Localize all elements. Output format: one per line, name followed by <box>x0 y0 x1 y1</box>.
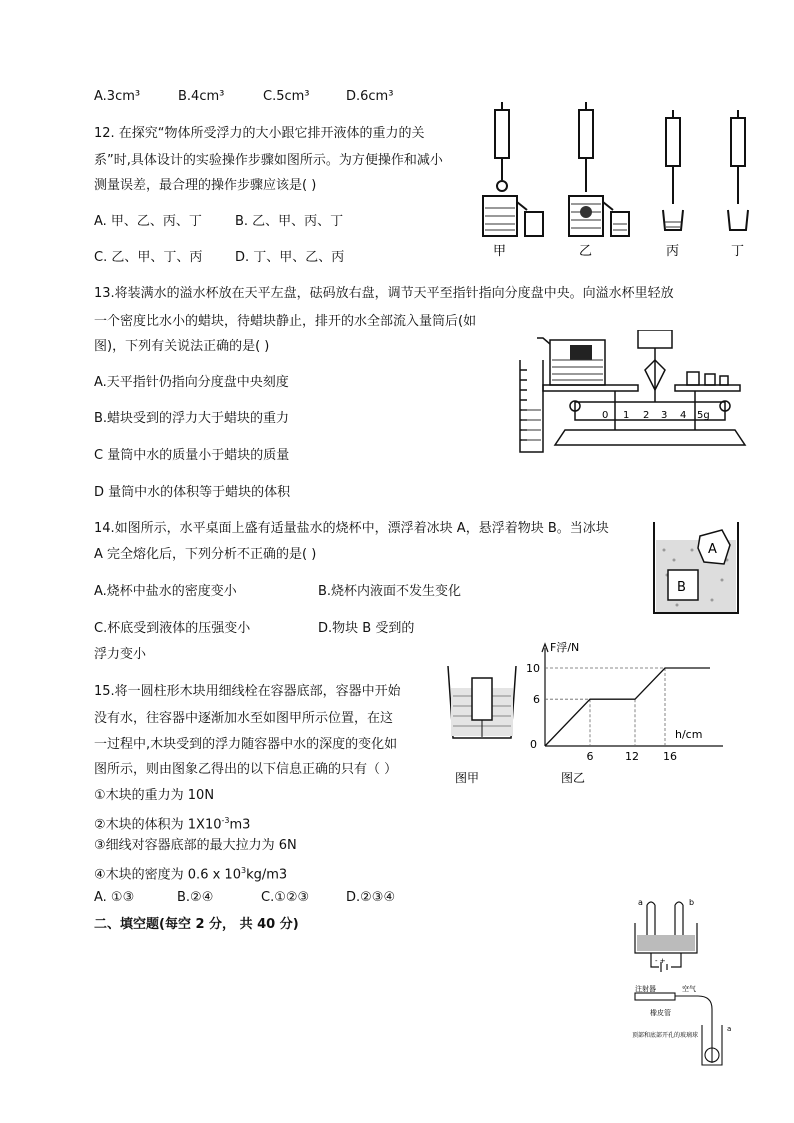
spring-scale-1 <box>495 102 509 180</box>
q11-option-c: C.5cm³ <box>263 89 310 104</box>
fig-label-jia: 甲 <box>493 244 507 259</box>
fig-label-yi: 乙 <box>579 244 593 259</box>
q12-stem-line3: 测量误差，最合理的操作步骤应该是( ) <box>94 178 317 193</box>
q13-option-b: B.蜡块受到的浮力大于蜡块的重力 <box>94 411 290 426</box>
fig-label-bing: 丙 <box>666 244 680 259</box>
q15-statement-2 <box>94 812 250 834</box>
q13-option-a: A.天平指针仍指向分度盘中央刻度 <box>94 375 289 390</box>
q15-option-a: A. ①③ <box>94 890 135 905</box>
q15-statement-4-unit: kg/m3 <box>246 867 288 883</box>
q15-stem-line3: 一过程中,木块受到的浮力随容器中水的深度的变化如 <box>94 737 398 752</box>
q11-option-a: A.3cm³ <box>94 89 141 104</box>
q15-statement-4-exp: 3 <box>240 866 247 875</box>
q15-option-c: C.①②③ <box>261 890 310 905</box>
syringe-label: 注射器 <box>635 985 656 993</box>
q14-option-b: B.烧杯内液面不发生变化 <box>318 584 462 599</box>
q11-option-d: D.6cm³ <box>346 89 394 104</box>
y-axis-label: F浮/N <box>550 641 580 654</box>
fig-jia-caption: 图甲 <box>455 771 480 785</box>
syringe-label-a: a <box>727 1025 732 1033</box>
q12-stem-line1: 12. 在探究“物体所受浮力的大小跟它排开液体的重力的关 <box>94 126 425 141</box>
q14-option-c: C.杯底受到液体的压强变小 <box>94 621 251 636</box>
q12-option-d: D. 丁、甲、乙、丙 <box>235 250 345 265</box>
q12-stem-line2: 系”时,具体设计的实验操作步骤如图所示。为方便操作和减小 <box>94 153 443 168</box>
scale-num-5: 5g <box>697 410 710 421</box>
q15-statement-3: ③细线对容器底部的最大拉力为 6N <box>94 838 297 853</box>
q13-stem-line2: 一个密度比水小的蜡块，待蜡块静止，排开的水全部流入量筒后(如 <box>94 314 477 329</box>
q13-option-d: D 量筒中水的体积等于蜡块的体积 <box>94 485 291 500</box>
q15-statement-1: ①木块的重力为 10N <box>94 788 215 803</box>
q15-statement-2-unit: m3 <box>229 817 251 833</box>
q15-stem-line4: 图所示，则由图象乙得出的以下信息正确的只有（ ） <box>94 762 398 777</box>
q12-option-c: C. 乙、甲、丁、丙 <box>94 250 203 265</box>
q13-balance-figure <box>515 330 755 460</box>
y-tick-6: 6 <box>533 693 540 707</box>
q15-statement-4 <box>94 862 287 884</box>
q14-option-a: A.烧杯中盐水的密度变小 <box>94 584 237 599</box>
wood-block <box>472 678 492 720</box>
q15-buoyancy-graph <box>525 638 730 788</box>
q12-experiment-figure <box>475 100 775 260</box>
scale-num-0: 0 <box>602 410 609 421</box>
label-a: A <box>708 542 717 557</box>
x-tick-6: 6 <box>586 750 594 763</box>
syringe-figure <box>630 985 740 1070</box>
scale-num-1: 1 <box>623 410 630 421</box>
q15-stem-line1: 15.将一圆柱形木块用细线栓在容器底部，容器中开始 <box>94 684 401 699</box>
q15-option-b: B.②④ <box>177 890 214 905</box>
flask-label: 顶部和底部开孔的玻璃球 <box>632 1032 699 1039</box>
q14-stem-line2: A 完全熔化后，下列分析不正确的是( ) <box>94 547 317 562</box>
y-tick-10: 10 <box>526 662 540 675</box>
electrolysis-label-b: b <box>689 898 695 907</box>
q15-statement-2-text: ②木块的体积为 1X10 <box>94 817 222 833</box>
x-tick-16: 16 <box>663 750 677 763</box>
q12-option-b: B. 乙、甲、丙、丁 <box>235 214 344 229</box>
q13-option-c: C 量筒中水的质量小于蜡块的质量 <box>94 448 290 463</box>
q14-stem-line1: 14.如图所示，水平桌面上盛有适量盐水的烧杯中，漂浮着冰块 A，悬浮着物块 B。当冰块 <box>94 521 609 536</box>
scale-num-3: 3 <box>661 410 668 421</box>
tube-label: 橡皮管 <box>650 1009 671 1017</box>
q15-stem-line2: 没有水，往容器中逐渐加水至如图甲所示位置，在这 <box>94 711 394 726</box>
q15-statement-4-text: ④木块的密度为 0.6 x 10 <box>94 867 241 883</box>
air-label: 空气 <box>682 985 696 993</box>
scale-num-2: 2 <box>643 410 650 421</box>
q13-stem-line1: 13.将装满水的溢水杯放在天平左盘，砝码放右盘，调节天平至指针指向分度盘中央。向溢水杯里轻放 <box>94 286 674 301</box>
x-tick-0: 0 <box>530 738 537 751</box>
label-b: B <box>677 580 686 595</box>
electrolysis-label-a: a <box>638 898 643 907</box>
section-2-heading: 二、填空题(每空 2 分， 共 40 分) <box>94 917 299 932</box>
q13-stem-line3: 图)，下列有关说法正确的是( ) <box>94 339 270 354</box>
fig-label-ding: 丁 <box>731 244 745 259</box>
q14-option-d-line2: 浮力变小 <box>94 647 147 662</box>
q11-option-b: B.4cm³ <box>178 89 225 104</box>
x-tick-12: 12 <box>625 750 639 763</box>
q15-container-figure <box>445 660 520 790</box>
x-axis-label: h/cm <box>675 728 703 741</box>
spring-scale-3 <box>666 110 680 204</box>
spring-scale-4 <box>731 110 745 204</box>
q15-option-d: D.②③④ <box>346 890 396 905</box>
scale-num-4: 4 <box>680 410 687 421</box>
fig-yi-caption: 图乙 <box>561 771 586 785</box>
electrolysis-polarity: - + <box>655 957 666 965</box>
spring-scale-2 <box>579 102 593 192</box>
electrolysis-figure <box>625 895 705 977</box>
q14-option-d-line1: D.物块 B 受到的 <box>318 621 415 636</box>
q14-beaker-figure <box>652 520 742 615</box>
q15-statement-2-exp: -3 <box>221 816 230 825</box>
q12-option-a: A. 甲、乙、丙、丁 <box>94 214 202 229</box>
